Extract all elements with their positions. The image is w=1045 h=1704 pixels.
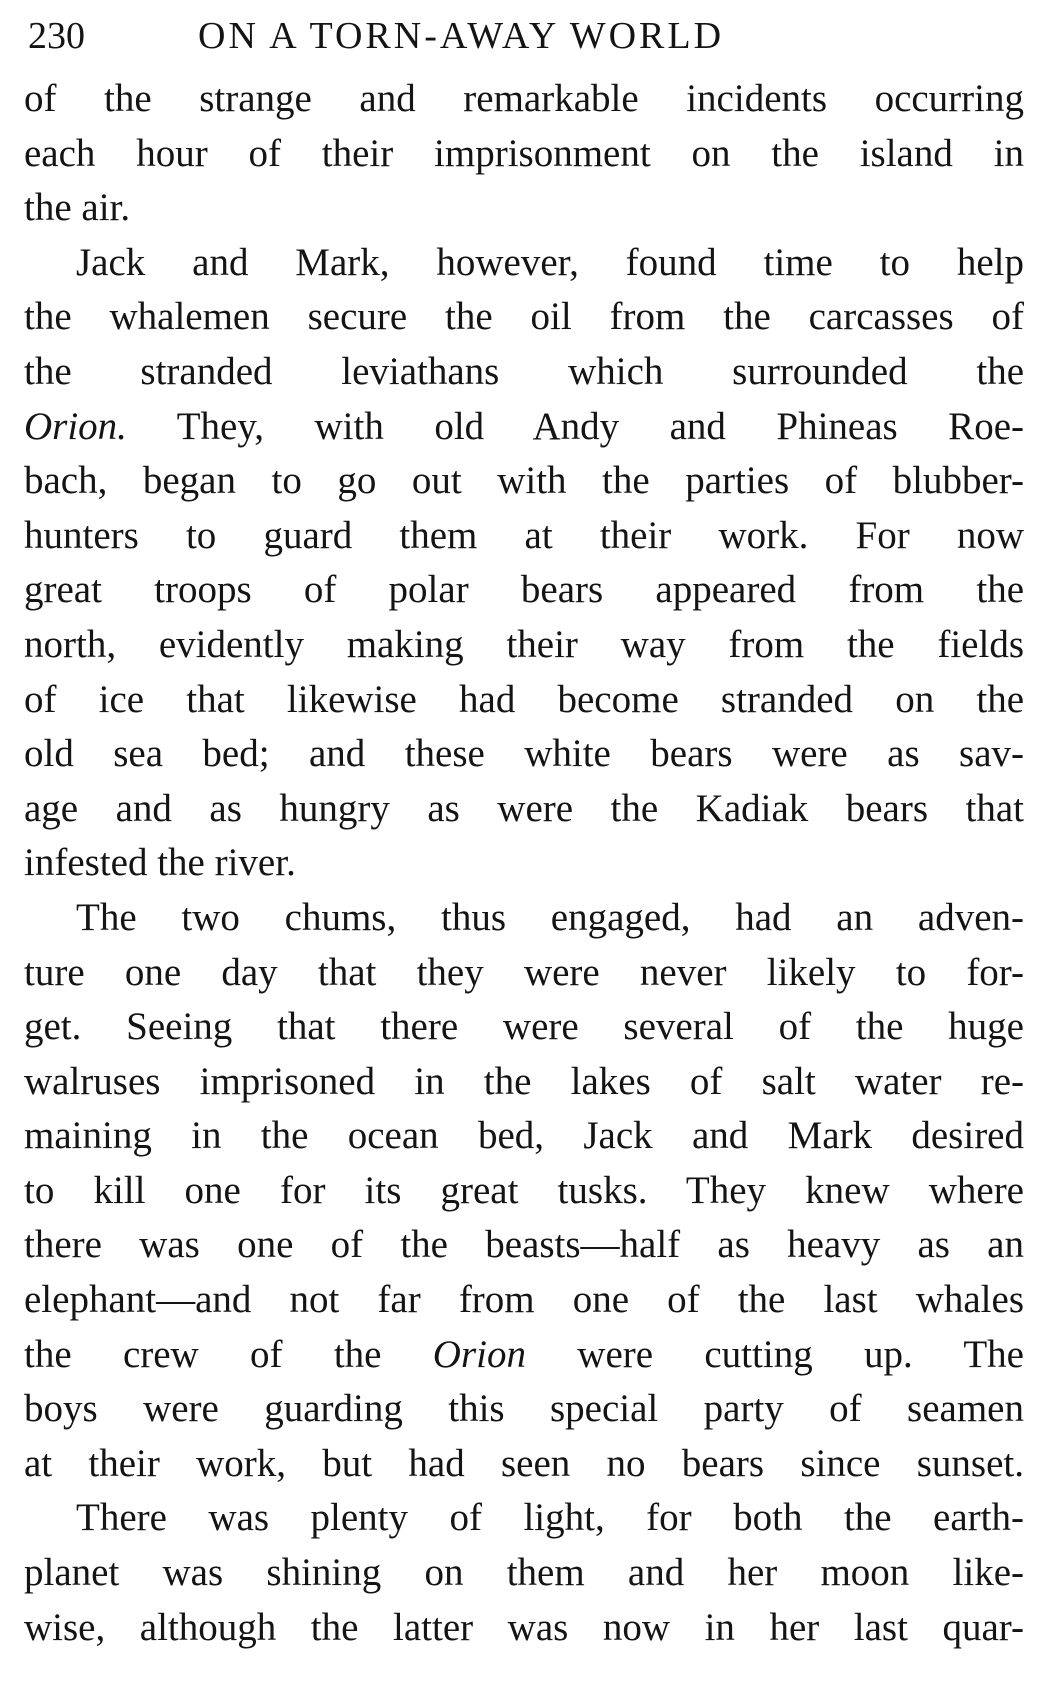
text-line: there was one of the beasts—half as heavy as an — [24, 1223, 1024, 1267]
text-line: each hour of their imprisonment on the island in — [24, 131, 1024, 175]
text-line: walruses imprisoned in the lakes of salt water re- — [24, 1059, 1024, 1103]
text-line: wise, although the latter was now in her last quar- — [24, 1605, 1024, 1649]
text-line — [24, 1328, 1024, 1383]
text-line: boys were guarding this special party of seamen — [24, 1387, 1024, 1431]
text-line: the whalemen secure the oil from the carcasses of — [24, 295, 1024, 339]
text-line: to kill one for its great tusks. They knew where — [24, 1168, 1024, 1212]
text-line: great troops of polar bears appeared from the — [24, 568, 1024, 612]
text-line: the air. — [24, 186, 131, 230]
text-line: the stranded leviathans which surrounded the — [24, 349, 1024, 393]
text-line: at their work, but had seen no bears since sunset. — [24, 1441, 1024, 1485]
text-line-pre: the crew of the — [24, 1332, 433, 1376]
text-line: get. Seeing that there were several of the huge — [24, 1005, 1024, 1049]
text-line: The two chums, thus engaged, had an adven- — [76, 895, 1024, 939]
text-line: maining in the ocean bed, Jack and Mark desired — [24, 1114, 1024, 1158]
page-number: 230 — [28, 15, 85, 57]
text-line-rest: They, with old Andy and Phineas Roe- — [126, 404, 1024, 448]
text-line: Jack and Mark, however, found time to help — [76, 240, 1024, 284]
text-line — [24, 400, 1024, 455]
text-line: age and as hungry as were the Kadiak bears that — [24, 786, 1024, 830]
text-line: of the strange and remarkable incidents occurring — [24, 77, 1024, 120]
text-line: old sea bed; and these white bears were as sav- — [24, 732, 1024, 776]
text-line: hunters to guard them at their work. For now — [24, 513, 1024, 557]
ship-name-italic: Orion. — [24, 404, 127, 448]
text-line: bach, began to go out with the parties of blubber- — [24, 459, 1024, 503]
book-title: ON A TORN-AWAY WORLD — [198, 15, 725, 57]
body-text — [24, 72, 1024, 1655]
text-line: planet was shining on them and her moon like- — [24, 1551, 1024, 1595]
text-line: north, evidently making their way from the fields — [24, 622, 1024, 666]
text-line: infested the river. — [24, 841, 296, 885]
book-page — [24, 14, 1024, 1655]
ship-name-italic: Orion — [432, 1332, 526, 1376]
text-line-post: were cutting up. The — [525, 1332, 1024, 1376]
text-line: of ice that likewise had become stranded on the — [24, 677, 1024, 721]
text-line: ture one day that they were never likely to for- — [24, 950, 1024, 994]
text-line: elephant—and not far from one of the last whales — [24, 1278, 1024, 1322]
text-line: There was plenty of light, for both the earth- — [76, 1496, 1024, 1540]
running-head — [28, 14, 1024, 72]
